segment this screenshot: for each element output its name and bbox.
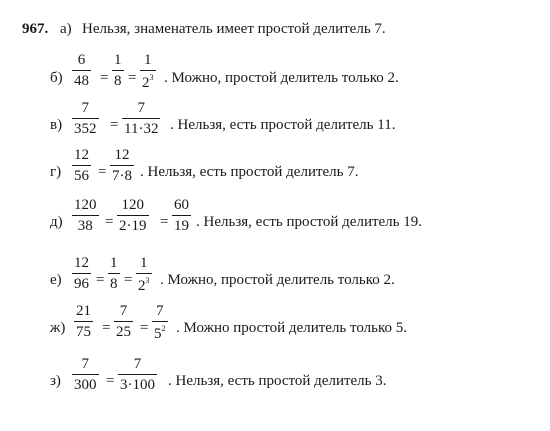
denominator <box>140 71 156 91</box>
denominator: 48 <box>74 73 89 89</box>
equals-sign: = <box>96 272 105 288</box>
numerator: 7 <box>156 303 164 319</box>
row-b-label: б) <box>50 70 63 86</box>
row-h-fraction-1 <box>72 357 99 393</box>
numerator: 21 <box>76 303 91 319</box>
row-c-label: в) <box>50 117 63 133</box>
denominator: 300 <box>74 377 97 393</box>
row-e-text: . Нельзя, есть простой делитель 19. <box>196 214 423 230</box>
row-d-text: . Нельзя, есть простой делитель 7. <box>140 164 359 180</box>
denominator: 25 <box>116 324 131 340</box>
row-e-fraction-2 <box>117 198 149 234</box>
row-c-fraction-2 <box>122 101 160 137</box>
equals-sign: = <box>106 373 115 389</box>
base: 2 <box>142 75 150 91</box>
row-f-fraction-3 <box>136 256 152 294</box>
numerator: 7 <box>133 356 142 372</box>
numerator: 120 <box>74 197 97 213</box>
numerator: 1 <box>110 255 118 271</box>
numerator: 7 <box>81 356 89 372</box>
row-g-fraction-2 <box>114 304 133 340</box>
row-b-fraction-1 <box>72 53 91 89</box>
row-h-label: з) <box>50 373 61 389</box>
row-c-fraction-1 <box>72 101 99 137</box>
denominator: 8 <box>114 73 122 89</box>
row-a-label: а) <box>60 21 72 37</box>
equals-sign: = <box>140 320 149 336</box>
equals-sign: = <box>160 214 169 230</box>
equals-sign: = <box>128 70 137 86</box>
row-h-fraction-2 <box>118 357 157 393</box>
numerator: 1 <box>144 52 152 68</box>
numerator: 6 <box>77 52 86 68</box>
numerator: 12 <box>74 255 89 271</box>
exponent: 3 <box>149 73 154 82</box>
row-f-fraction-2 <box>108 256 120 292</box>
row-f-label: е) <box>50 272 62 288</box>
exponent: 3 <box>145 276 150 285</box>
row-f-fraction-1 <box>72 256 91 292</box>
numerator: 60 <box>174 197 189 213</box>
denominator: 96 <box>74 276 89 292</box>
row-e-fraction-1 <box>72 198 99 234</box>
equals-sign: = <box>105 214 114 230</box>
denominator: 2·19 <box>119 218 147 234</box>
exponent: 2 <box>161 324 166 333</box>
numerator: 12 <box>114 147 130 163</box>
denominator: 11·32 <box>124 121 159 137</box>
row-e-fraction-3 <box>172 198 191 234</box>
equals-sign: = <box>100 70 109 86</box>
row-b-fraction-2 <box>112 53 124 89</box>
base: 2 <box>138 278 146 294</box>
row-f-text: . Можно, простой делитель только 2. <box>160 272 395 288</box>
equals-sign: = <box>102 320 111 336</box>
numerator: 120 <box>121 197 144 213</box>
row-d-fraction-2 <box>110 148 134 184</box>
numerator: 7 <box>137 100 145 116</box>
denominator: 56 <box>74 168 89 184</box>
denominator: 3·100 <box>120 377 155 393</box>
row-b-text: . Можно, простой делитель только 2. <box>164 70 399 86</box>
denominator: 7·8 <box>112 168 132 184</box>
row-g-fraction-1 <box>74 304 93 340</box>
denominator: 352 <box>74 121 97 137</box>
base: 5 <box>154 326 162 342</box>
row-e-label: д) <box>50 214 63 230</box>
row-g-fraction-3 <box>152 304 168 342</box>
denominator <box>136 274 152 294</box>
denominator: 8 <box>110 276 118 292</box>
row-h-text: . Нельзя, есть простой делитель 3. <box>168 373 387 389</box>
numerator: 7 <box>81 100 89 116</box>
denominator: 38 <box>77 218 93 234</box>
denominator: 75 <box>76 324 91 340</box>
denominator: 19 <box>174 218 189 234</box>
row-g-text: . Можно простой делитель только 5. <box>176 320 408 336</box>
equals-sign: = <box>124 272 133 288</box>
row-c-text: . Нельзя, есть простой делитель 11. <box>170 117 396 133</box>
row-g-label: ж) <box>50 320 66 336</box>
problem-number: 967. <box>22 21 49 37</box>
row-d-fraction-1 <box>72 148 91 184</box>
row-d-label: г) <box>50 164 62 180</box>
row-b-fraction-3 <box>140 53 156 91</box>
numerator: 1 <box>140 255 148 271</box>
row-a-text: Нельзя, знаменатель имеет простой делитель 7. <box>82 21 386 37</box>
numerator: 1 <box>114 52 122 68</box>
denominator <box>152 322 168 342</box>
equals-sign: = <box>110 117 119 133</box>
numerator: 12 <box>74 147 89 163</box>
equals-sign: = <box>98 164 107 180</box>
numerator: 7 <box>119 303 128 319</box>
